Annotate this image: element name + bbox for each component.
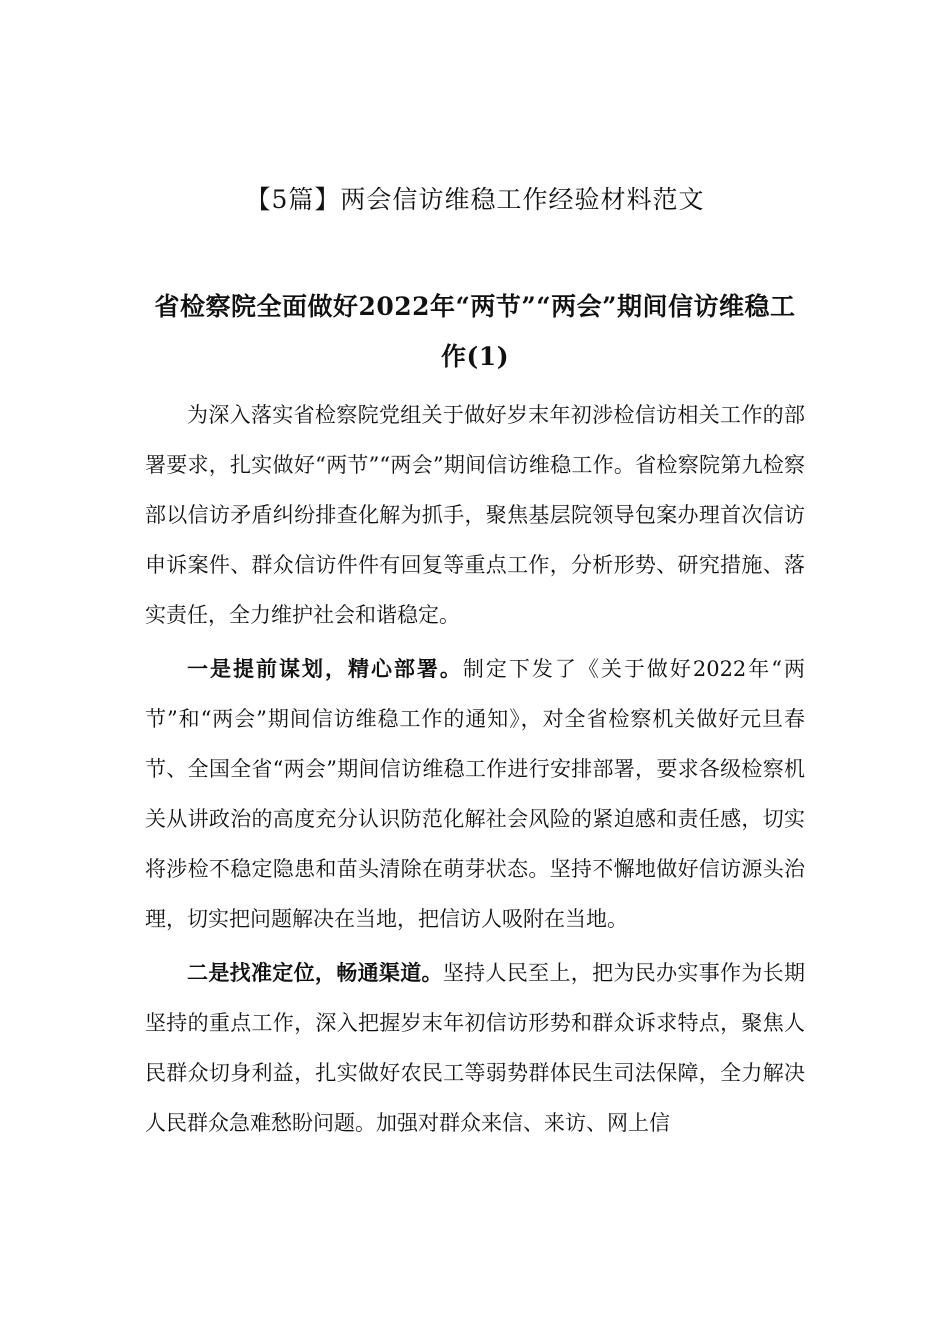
paragraph-intro	[145, 390, 805, 640]
paragraph-lead: 一是提前谋划，精心部署。	[187, 656, 463, 681]
section-title: 省检察院全面做好2022年“两节”“两会”期间信访维稳工作(1)	[154, 292, 796, 371]
paragraph-text: 坚持人民至上，把为民办实事作为长期坚持的重点工作，深入把握岁末年初信访形势和群众诉求特点，聚焦人民群众切身利益，扎实做好农民工等弱势群体民生司法保障，全力解决人民群众急难愁盼问题。加强对群众来信、来访、网上信	[145, 961, 806, 1135]
paragraph-text: 制定下发了《关于做好2022年“两节”和“两会”期间信访维稳工作的通知》，对全省检察机关做好元旦春节、全国全省“两会”期间信访维稳工作进行安排部署，要求各级检察机关从讲政治的高度充分认识防范化解社会风险的紧迫感和责任感，切实将涉检不稳定隐患和苗头清除在萌芽状态。坚持不懈地做好信访源头治理，切实把问题解决在当地，把信访人吸附在当地。	[145, 657, 806, 931]
paragraph-point-two	[145, 948, 805, 1148]
paragraph-text: 为深入落实省检察院党组关于做好岁末年初涉检信访相关工作的部署要求，扎实做好“两节”“两会”期间信访维稳工作。省检察院第九检察部以信访矛盾纠纷排查化解为抓手，聚焦基层院领导包案办理首次信访申诉案件、群众信访件件有回复等重点工作，分析形势、研究措施、落实责任，全力维护社会和谐稳定。	[145, 403, 805, 627]
document-body	[145, 390, 805, 1152]
paragraph-point-one	[145, 644, 805, 944]
document-title: 【5篇】两会信访维稳工作经验材料范文	[245, 185, 705, 214]
paragraph-lead: 二是找准定位，畅通渠道。	[187, 960, 443, 985]
